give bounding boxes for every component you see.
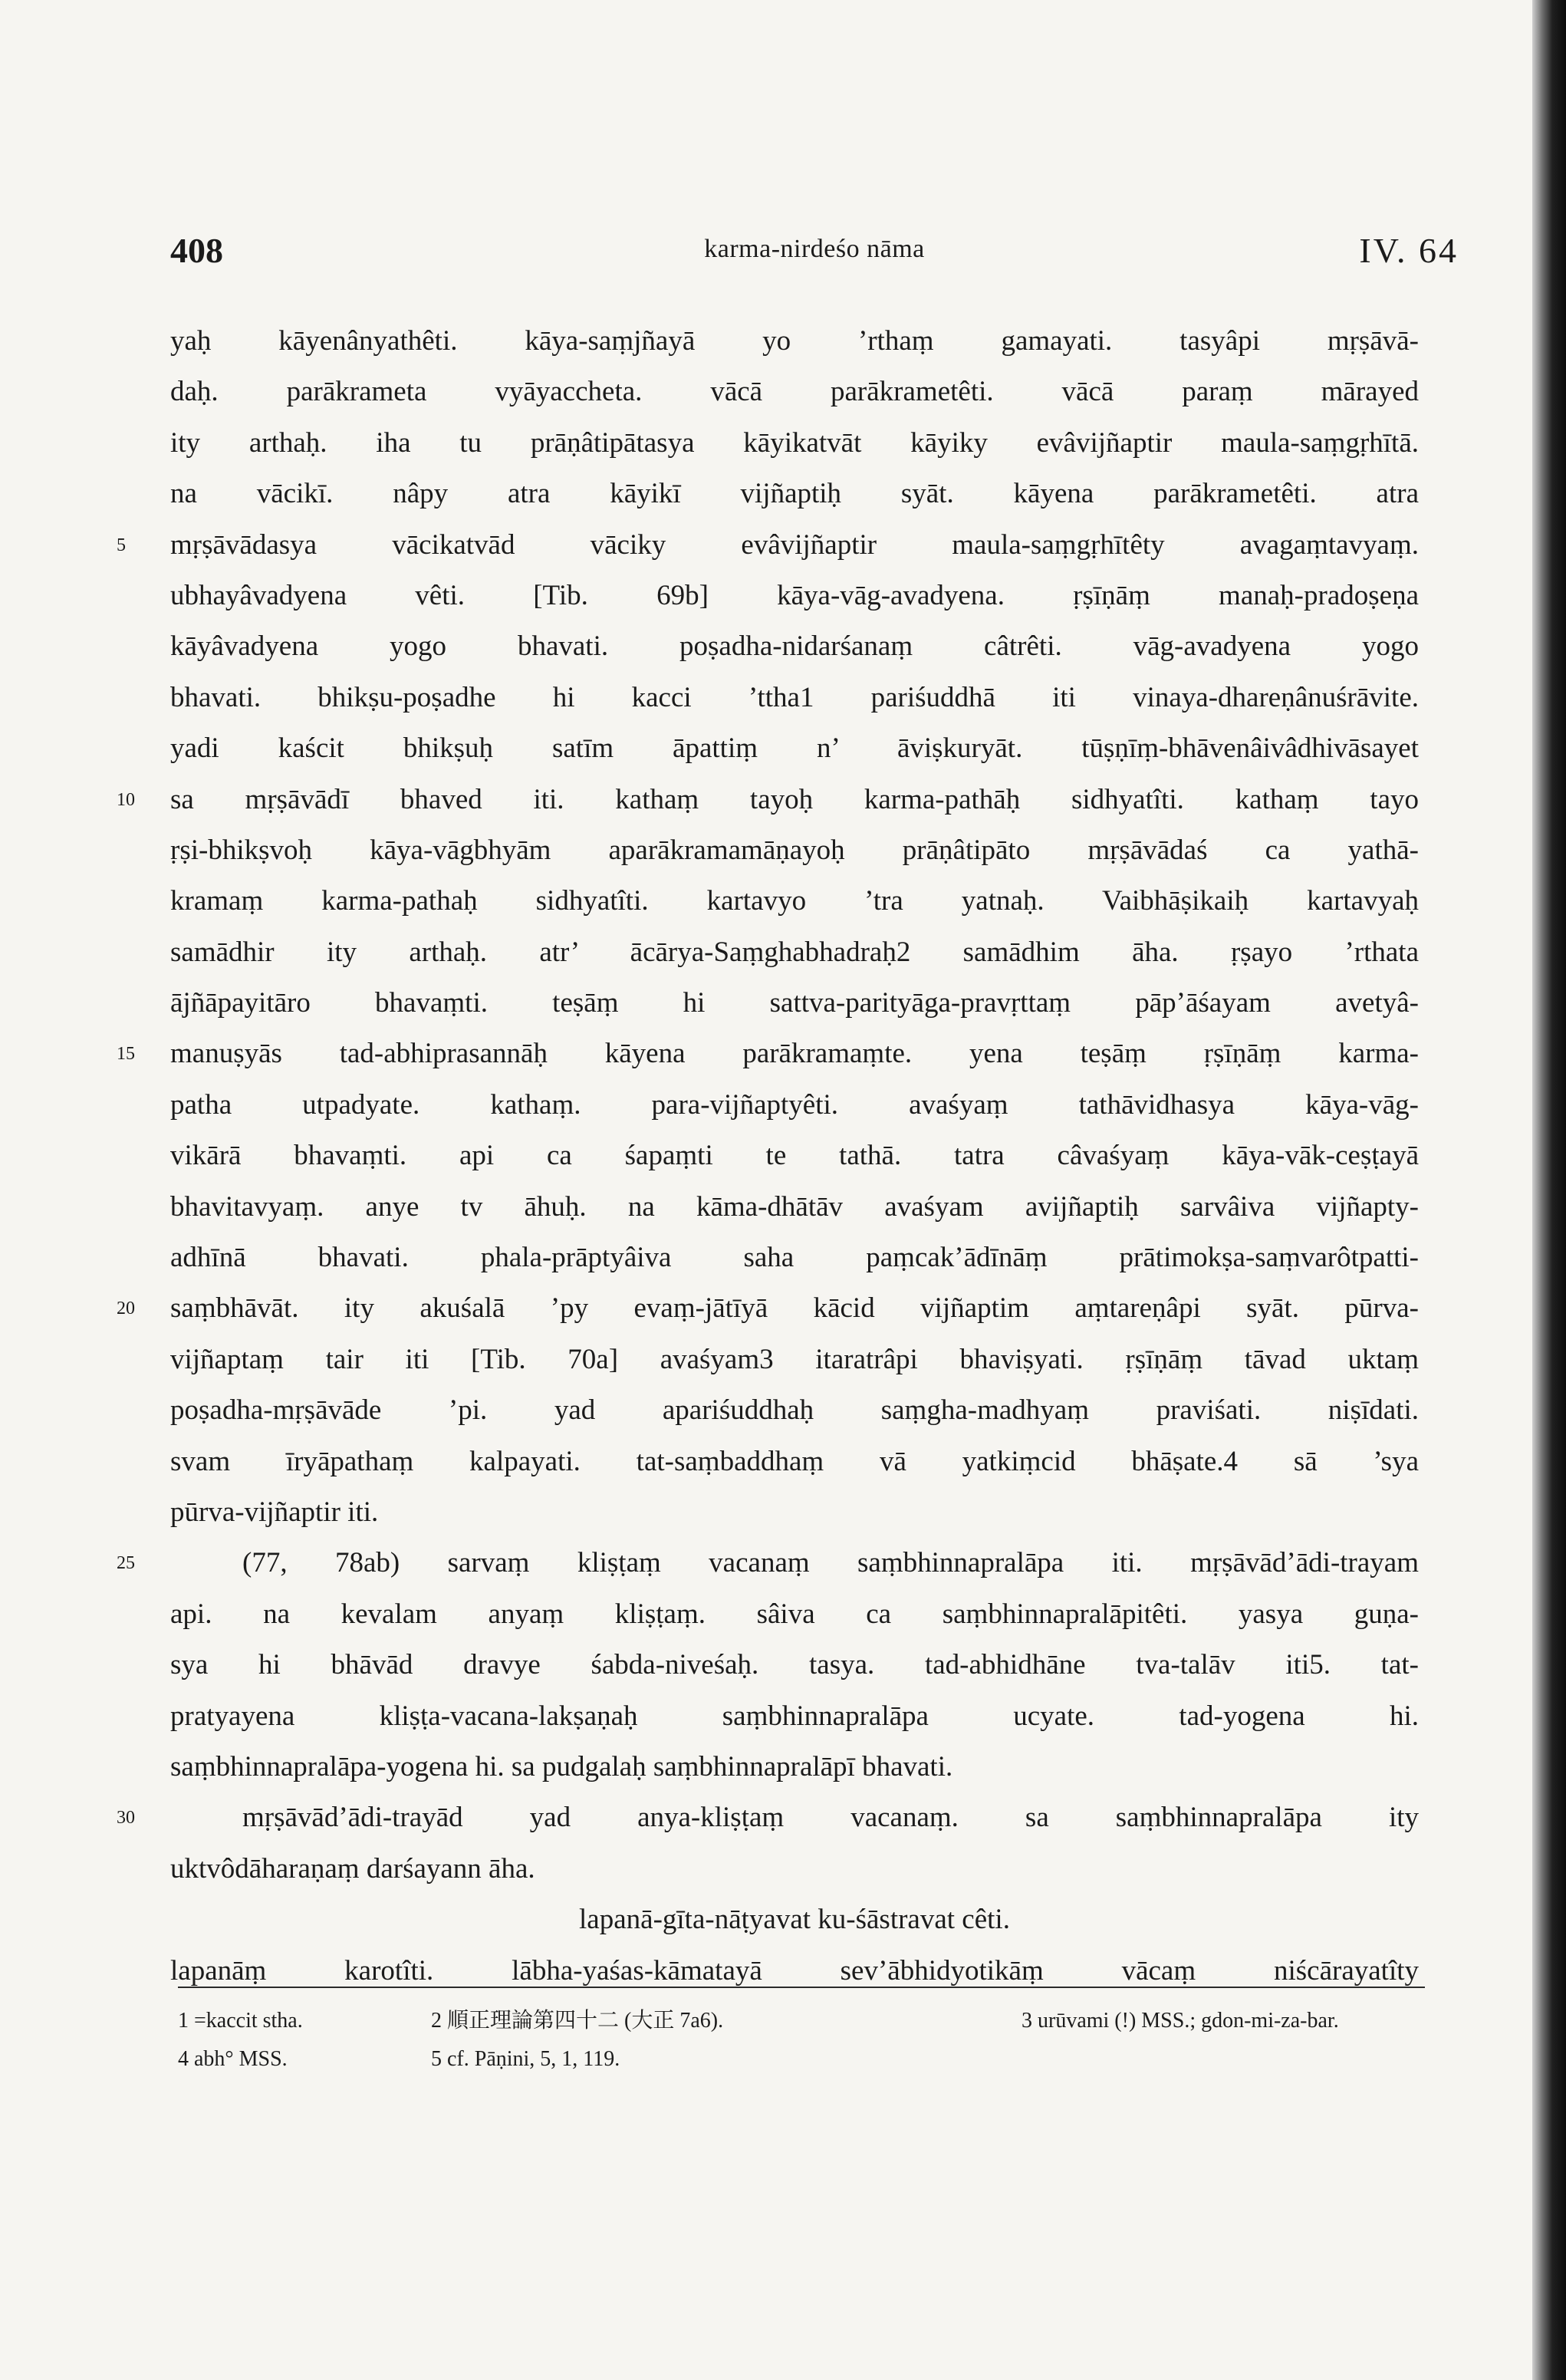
text-line <box>117 1283 1419 1334</box>
main-text-block <box>117 316 1419 1997</box>
line-text: bhavati. bhikṣu-poṣadhe hi kacci ’ttha1 pariśuddhā iti vinaya-dhareṇânuśrāvite. <box>170 681 1419 713</box>
line-number: 20 <box>117 1299 135 1319</box>
footnote-4: 4 abh° MSS. <box>178 2047 288 2071</box>
footnote-row <box>170 2002 1428 2040</box>
line-number: 5 <box>117 535 126 555</box>
line-number: 30 <box>117 1808 135 1829</box>
text-line <box>117 775 1419 825</box>
text-line <box>170 723 1419 774</box>
line-text: na vācikī. nâpy atra kāyikī vijñaptiḥ syāt. kāyena parākrametêti. atra <box>170 478 1419 510</box>
line-text: kāyâvadyena yogo bhavati. poṣadha-nidarśanaṃ câtrêti. vāg-avadyena yogo <box>170 630 1419 663</box>
text-line <box>170 1894 1419 1945</box>
footnote-5: 5 cf. Pāṇini, 5, 1, 119. <box>431 2047 620 2071</box>
line-text: saṃbhinnapralāpa-yogena hi. sa pudgalaḥ saṃbhinnapralāpī bhavati. <box>170 1750 953 1783</box>
text-line <box>170 1385 1419 1436</box>
line-text: ity arthaḥ. iha tu prāṇâtipātasya kāyikatvāt kāyiky evâvijñaptir maula-saṃgṛhītā. <box>170 426 1419 459</box>
line-text: lapanā-gīta-nāṭyavat ku-śāstravat cêti. <box>579 1904 1010 1936</box>
line-text: vijñaptaṃ tair iti [Tib. 70a] avaśyam3 itaratrâpi bhaviṣyati. ṛṣīṇāṃ tāvad uktaṃ <box>170 1343 1419 1375</box>
line-text: saṃbhāvāt. ity akuśalā ’py evaṃ-jātīyā kācid vijñaptim aṃtareṇâpi syāt. pūrva- <box>170 1292 1419 1325</box>
text-line <box>170 469 1419 519</box>
text-line <box>170 825 1419 876</box>
line-text: mṛṣāvādasya vācikatvād vāciky evâvijñaptir maula-saṃgṛhītêty avagaṃtavyaṃ. <box>170 528 1419 561</box>
running-title: karma-nirdeśo nāma <box>704 235 925 263</box>
footnote-separator <box>178 1987 1425 1988</box>
line-number: 15 <box>117 1044 135 1065</box>
text-line <box>170 621 1419 672</box>
line-text: ājñāpayitāro bhavaṃti. teṣāṃ hi sattva-parityāga-pravṛttaṃ pāp’āśayam avetyâ- <box>170 987 1419 1019</box>
line-text: kramaṃ karma-pathaḥ sidhyatîti. kartavyo ’tra yatnaḥ. Vaibhāṣikaiḥ kartavyaḥ <box>170 885 1419 917</box>
page-header <box>170 230 1459 291</box>
text-line <box>170 1437 1419 1487</box>
text-line <box>170 1182 1419 1233</box>
line-text: patha utpadyate. kathaṃ. para-vijñaptyêti. avaśyaṃ tathāvidhasya kāya-vāg- <box>170 1088 1419 1121</box>
text-line <box>117 1792 1419 1843</box>
text-line <box>170 876 1419 927</box>
line-text: poṣadha-mṛṣāvāde ’pi. yad apariśuddhaḥ saṃgha-madhyaṃ praviśati. niṣīdati. <box>170 1394 1419 1427</box>
line-text: pratyayena kliṣṭa-vacana-lakṣaṇaḥ saṃbhinnapralāpa ucyate. tad-yogena hi. <box>170 1700 1419 1732</box>
text-line <box>170 418 1419 469</box>
text-line <box>170 1691 1419 1742</box>
line-text: (77, 78ab) sarvaṃ kliṣṭaṃ vacanaṃ saṃbhinnapralāpa iti. mṛṣāvād’ādi-trayam <box>242 1547 1419 1579</box>
footnotes <box>170 2002 1428 2079</box>
text-line <box>170 927 1419 978</box>
scanned-page-edge <box>1532 0 1566 2380</box>
text-line <box>170 1844 1419 1894</box>
text-line <box>170 1233 1419 1283</box>
line-text: ṛṣi-bhikṣvoḥ kāya-vāgbhyām aparākramamāṇayoḥ prāṇâtipāto mṛṣāvādaś ca yathā- <box>170 834 1419 866</box>
line-text: bhavitavyaṃ. anye tv āhuḥ. na kāma-dhātāv avaśyam avijñaptiḥ sarvâiva vijñapty- <box>170 1190 1419 1223</box>
text-line <box>170 1946 1419 1997</box>
line-number: 10 <box>117 789 135 810</box>
text-line <box>170 1640 1419 1690</box>
line-text: pūrva-vijñaptir iti. <box>170 1496 379 1528</box>
line-text: vikārā bhavaṃti. api ca śapaṃti te tathā. tatra câvaśyaṃ kāya-vāk-ceṣṭayā <box>170 1140 1419 1172</box>
text-line <box>170 1487 1419 1538</box>
line-text: adhīnā bhavati. phala-prāptyâiva saha paṃcak’ādīnāṃ prātimokṣa-saṃvarôtpatti- <box>170 1242 1419 1274</box>
footnote-row <box>170 2040 1428 2079</box>
text-line <box>170 316 1419 367</box>
line-text: sa mṛṣāvādī bhaved iti. kathaṃ tayoḥ karma-pathāḥ sidhyatîti. kathaṃ tayo <box>170 783 1419 815</box>
line-text: lapanāṃ karotîti. lābha-yaśas-kāmatayā sev’ābhidyotikāṃ vācaṃ niścārayatîty <box>170 1954 1419 1987</box>
text-line <box>170 571 1419 621</box>
line-text: yadi kaścit bhikṣuḥ satīm āpattiṃ n’ āviṣkuryāt. tūṣṇīṃ-bhāvenâivâdhivāsayet <box>170 732 1419 765</box>
line-text: manuṣyās tad-abhiprasannāḥ kāyena parākramaṃte. yena teṣāṃ ṛṣīṇāṃ karma- <box>170 1038 1419 1070</box>
footnote-3: 3 urūvami (!) MSS.; gdon-mi-za-bar. <box>1022 2009 1339 2033</box>
section-reference: IV. 64 <box>1359 231 1459 270</box>
page-number: 408 <box>170 231 223 270</box>
text-line <box>170 367 1419 417</box>
line-text: uktvôdāharaṇaṃ darśayann āha. <box>170 1852 535 1885</box>
line-text: yaḥ kāyenânyathêti. kāya-saṃjñayā yo ’rthaṃ gamayati. tasyâpi mṛṣāvā- <box>170 325 1419 357</box>
line-text: api. na kevalam anyaṃ kliṣṭaṃ. sâiva ca saṃbhinnapralāpitêti. yasya guṇa- <box>170 1598 1419 1630</box>
text-line <box>170 1335 1419 1385</box>
text-line <box>117 520 1419 571</box>
text-line <box>170 1742 1419 1792</box>
line-number: 25 <box>117 1553 135 1574</box>
footnote-1: 1 =kaccit stha. <box>178 2009 303 2033</box>
text-line <box>170 1131 1419 1181</box>
text-line <box>170 1080 1419 1131</box>
text-line <box>117 1538 1419 1588</box>
footnote-2: 2 順正理論第四十二 (大正 7a6). <box>431 2009 724 2033</box>
text-line <box>170 1589 1419 1640</box>
line-text: svam īryāpathaṃ kalpayati. tat-saṃbaddhaṃ vā yatkiṃcid bhāṣate.4 sā ’sya <box>170 1445 1419 1477</box>
line-text: daḥ. parākrameta vyāyaccheta. vācā parākrametêti. vācā paraṃ mārayed <box>170 376 1419 408</box>
text-line <box>117 1029 1419 1079</box>
text-line <box>170 978 1419 1029</box>
line-text: samādhir ity arthaḥ. atr’ ācārya-Saṃghabhadraḥ2 samādhim āha. ṛṣayo ’rthata <box>170 936 1419 968</box>
line-text: mṛṣāvād’ādi-trayād yad anya-kliṣṭaṃ vacanaṃ. sa saṃbhinnapralāpa ity <box>242 1802 1419 1834</box>
text-line <box>170 673 1419 723</box>
line-text: sya hi bhāvād dravye śabda-niveśaḥ. tasya. tad-abhidhāne tva-talāv iti5. tat- <box>170 1649 1419 1681</box>
line-text: ubhayâvadyena vêti. [Tib. 69b] kāya-vāg-avadyena. ṛṣīṇāṃ manaḥ-pradoṣeṇa <box>170 579 1419 611</box>
